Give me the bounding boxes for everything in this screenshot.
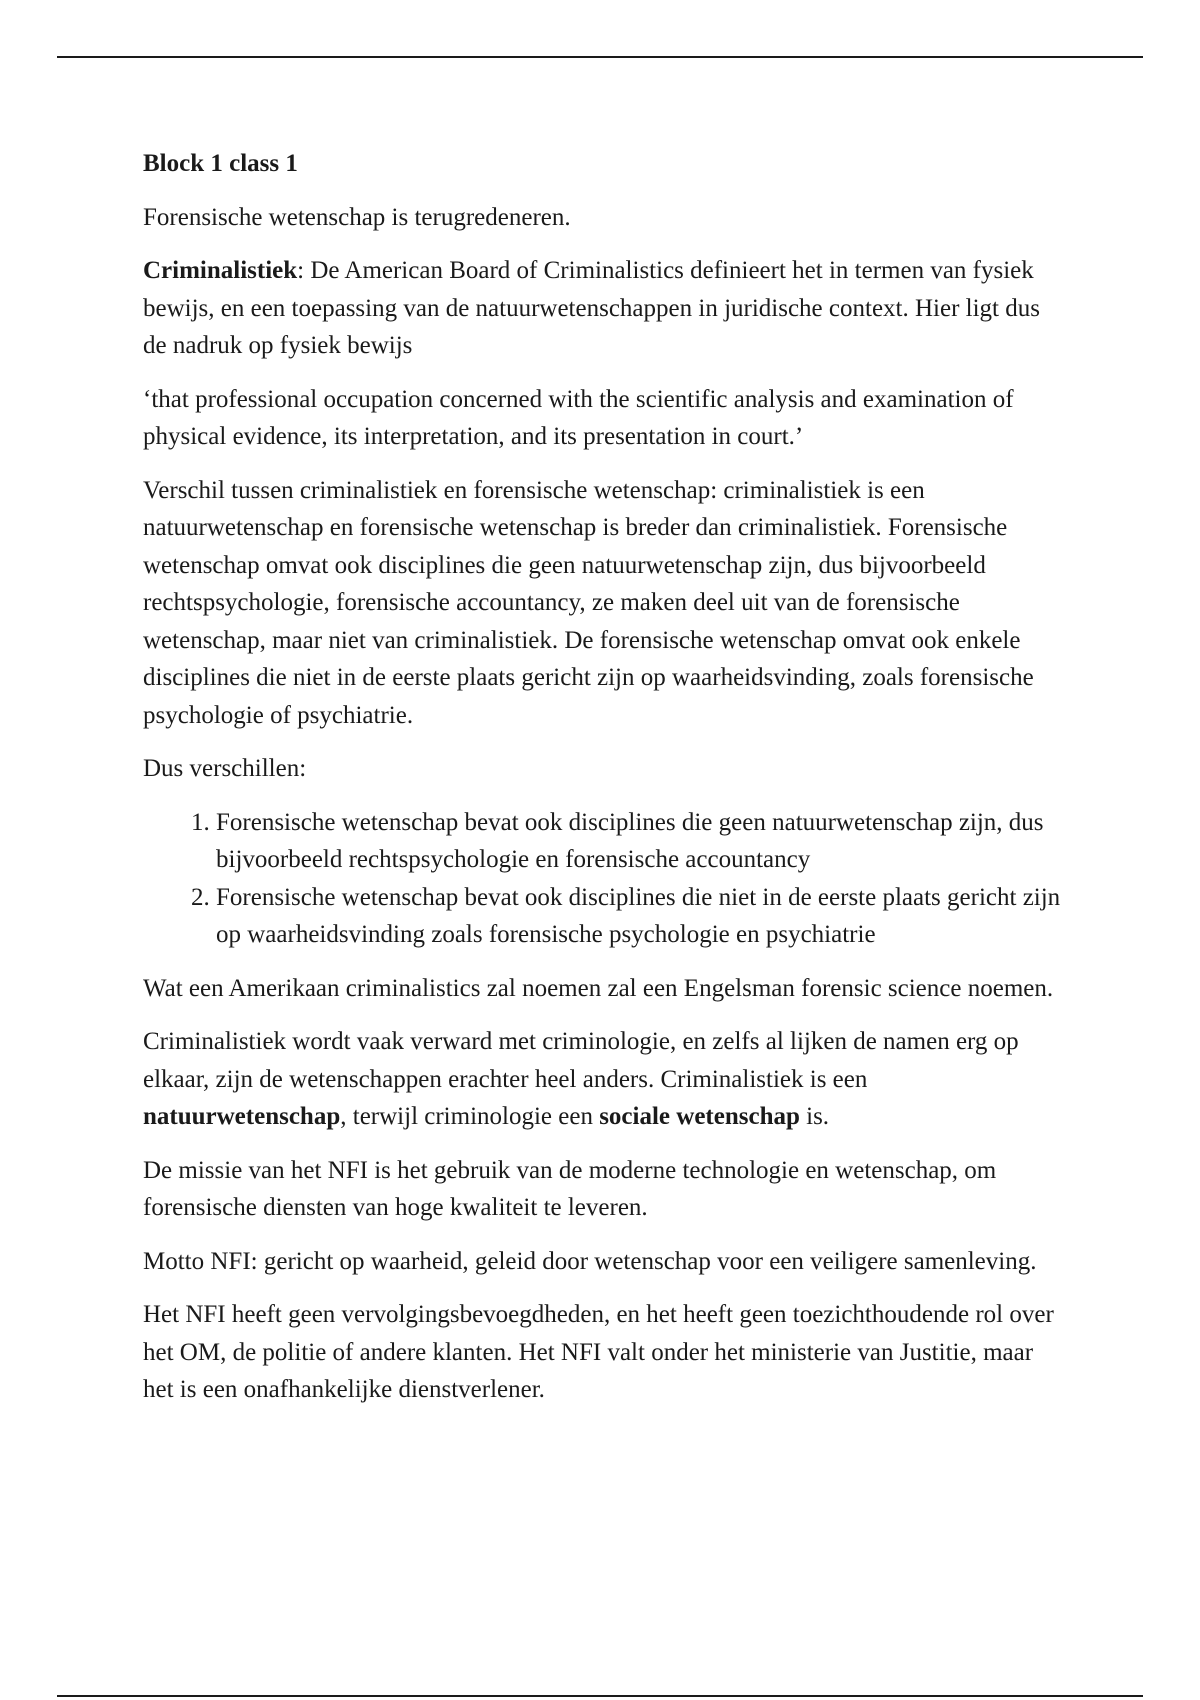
text-span: is.: [799, 1103, 830, 1130]
list-item: 2. Forensische wetenschap bevat ook disciplines die niet in de eerste plaats gericht zijn op waarheidsvinding zoals forensische psychologie en psychiatrie: [216, 879, 1063, 954]
bottom-rule: [57, 1695, 1143, 1697]
paragraph-difference: Verschil tussen criminalistiek en forensische wetenschap: criminalistiek is een natuurwetenschap en forensische wetenschap is breder dan criminalistiek. Forensische wetenschap omvat ook disciplines die geen natuurwetenschap zijn, dus bijvoorbeeld rechtspsychologie, forensische accountancy, ze maken deel uit van de forensische wetenschap, maar niet van criminalistiek. De forensische wetenschap omvat ook enkele disciplines die niet in de eerste plaats gericht zijn op waarheidsvinding, zoals forensische psychologie of psychiatrie.: [143, 476, 1034, 729]
paragraph-criminalistiek-definition: [143, 252, 1063, 365]
definition-text: : De American Board of Criminalistics definieert het in termen van fysiek bewijs, en een toepassing van de natuurwetenschappen in juridische context. Hier ligt dus de nadruk op fysiek bewijs: [143, 257, 1040, 359]
term-natuurwetenschap: natuurwetenschap: [143, 1103, 341, 1130]
paragraph-criminologie: [143, 1023, 1063, 1136]
differences-list: [143, 804, 1063, 954]
top-rule: [57, 56, 1143, 58]
paragraph-nfi-mission: De missie van het NFI is het gebruik van de moderne technologie en wetenschap, om forensische diensten van hoge kwaliteit te leveren.: [143, 1156, 997, 1221]
document-body: [143, 145, 1063, 1425]
term-sociale-wetenschap: sociale wetenschap: [599, 1103, 800, 1130]
paragraph-nfi-motto: Motto NFI: gericht op waarheid, geleid door wetenschap voor een veiligere samenleving.: [143, 1247, 1037, 1275]
paragraph-quote: ‘that professional occupation concerned with the scientific analysis and examination of physical evidence, its interpretation, and its presentation in court.’: [143, 385, 1014, 450]
paragraph-nfi-independence: Het NFI heeft geen vervolgingsbevoegdheden, en het heeft geen toezichthoudende rol over het OM, de politie of andere klanten. Het NFI valt onder het ministerie van Justitie, maar het is een onafhankelijke dienstverlener.: [143, 1301, 1054, 1403]
paragraph-intro: Forensische wetenschap is terugredeneren.: [143, 203, 571, 231]
text-span: , terwijl criminologie een: [340, 1103, 600, 1130]
list-item: 1. Forensische wetenschap bevat ook disciplines die geen natuurwetenschap zijn, dus bijvoorbeeld rechtspsychologie en forensische accountancy: [216, 804, 1063, 879]
paragraph-differences-intro: Dus verschillen:: [143, 755, 307, 782]
paragraph-american-english: Wat een Amerikaan criminalistics zal noemen zal een Engelsman forensic science noemen.: [143, 974, 1054, 1002]
text-span: Criminalistiek wordt vaak verward met criminologie, en zelfs al lijken de namen erg op elkaar, zijn de wetenschappen erachter heel anders. Criminalistiek is een: [143, 1028, 1019, 1093]
document-heading: Block 1 class 1: [143, 150, 298, 177]
term-criminalistiek: Criminalistiek: [143, 257, 298, 284]
